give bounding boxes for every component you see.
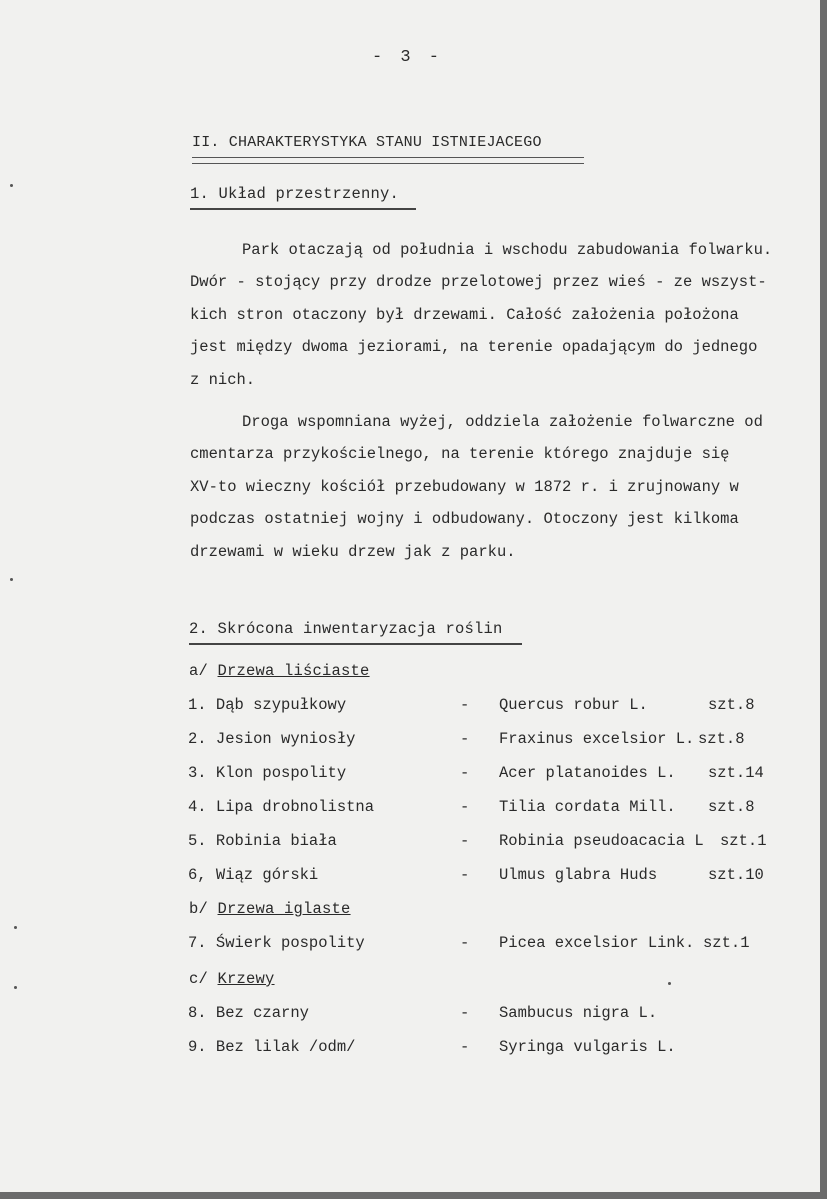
plant-name: 9. Bez lilak /odm/ — [188, 1038, 356, 1056]
scan-speck — [10, 578, 13, 581]
plant-name: 8. Bez czarny — [188, 1004, 309, 1022]
plant-name: 3. Klon pospolity — [188, 764, 347, 782]
section2-title: 2. Skrócona inwentaryzacja roślin — [189, 620, 503, 638]
plant-name: 4. Lipa drobnolistna — [188, 798, 375, 816]
section1-paragraph1 — [190, 234, 812, 396]
table-row — [188, 696, 788, 716]
paragraph-line: z nich. — [190, 370, 256, 389]
group-label: Drzewa liściaste — [217, 662, 370, 680]
section2-underline — [189, 643, 522, 645]
plant-count: szt.1 — [703, 934, 750, 952]
paragraph-line: XV-to wieczny kościół przebudowany w 1872 r. i zrujnowany w — [190, 477, 739, 496]
plant-latin: Fraxinus excelsior L. — [499, 730, 695, 748]
paragraph-line: cmentarza przykościelnego, na terenie którego znajduje się — [190, 445, 730, 464]
plant-latin: Syringa vulgaris L. — [499, 1038, 676, 1056]
plant-latin: Picea excelsior Link. — [499, 934, 695, 952]
group-prefix: a/ — [189, 662, 209, 680]
group-prefix: b/ — [189, 900, 209, 918]
row-dash: - — [460, 696, 470, 714]
plant-latin: Tilia cordata Mill. — [499, 798, 676, 816]
row-dash: - — [460, 866, 470, 884]
scan-speck — [14, 926, 17, 929]
table-row — [188, 1038, 788, 1058]
paragraph-line: Park otaczają od południa i wschodu zabudowania folwarku. — [242, 241, 773, 259]
row-dash: - — [460, 798, 470, 816]
plant-latin: Robinia pseudoacacia L — [499, 832, 704, 850]
row-dash: - — [460, 934, 470, 952]
row-dash: - — [460, 832, 470, 850]
plant-count: szt.8 — [708, 696, 755, 714]
group-heading-a — [189, 662, 370, 680]
plant-count: szt.1 — [720, 832, 767, 850]
group-label: Drzewa iglaste — [217, 900, 351, 918]
group-label: Krzewy — [217, 970, 275, 988]
scan-speck — [14, 986, 17, 989]
paragraph-line: podczas ostatniej wojny i odbudowany. Otoczony jest kilkoma — [190, 510, 739, 529]
table-row — [188, 934, 788, 954]
plant-latin: Acer platanoides L. — [499, 764, 676, 782]
chapter-heading: II. CHARAKTERYSTYKA STANU ISTNIEJACEGO — [192, 134, 542, 151]
plant-name: 5. Robinia biała — [188, 832, 337, 850]
paragraph-line: Dwór - stojący przy drodze przelotowej przez wieś - ze wszyst- — [190, 273, 767, 292]
row-dash: - — [460, 1004, 470, 1022]
plant-count: szt.8 — [708, 798, 755, 816]
scan-speck — [10, 184, 13, 187]
section1-title: 1. Układ przestrzenny. — [190, 185, 400, 203]
plant-count: szt.8 — [698, 730, 745, 748]
paragraph-line: Droga wspomniana wyżej, oddziela założenie folwarczne od — [242, 413, 763, 431]
row-dash: - — [460, 764, 470, 782]
table-row — [188, 764, 788, 784]
heading-double-underline — [192, 157, 584, 164]
paragraph-line: jest między dwoma jeziorami, na terenie opadającym do jednego — [190, 338, 758, 357]
row-dash: - — [460, 1038, 470, 1056]
paragraph-line: drzewami w wieku drzew jak z parku. — [190, 542, 516, 561]
table-row — [188, 1004, 788, 1024]
section1-underline — [190, 208, 416, 210]
table-row — [188, 730, 788, 750]
plant-name: 1. Dąb szypułkowy — [188, 696, 347, 714]
table-row — [188, 798, 788, 818]
scan-speck — [668, 982, 671, 985]
plant-name: 6, Wiąz górski — [188, 866, 319, 884]
row-dash: - — [460, 730, 470, 748]
section1-paragraph2 — [190, 406, 812, 568]
plant-name: 2. Jesion wyniosły — [188, 730, 356, 748]
page-number: - 3 - — [372, 48, 444, 67]
group-heading-b — [189, 900, 351, 918]
plant-count: szt.14 — [708, 764, 764, 782]
group-heading-c — [189, 970, 275, 988]
plant-latin: Quercus robur L. — [499, 696, 648, 714]
group-prefix: c/ — [189, 970, 209, 988]
plant-latin: Ulmus glabra Huds — [499, 866, 658, 884]
plant-latin: Sambucus nigra L. — [499, 1004, 658, 1022]
table-row — [188, 832, 788, 852]
plant-count: szt.10 — [708, 866, 764, 884]
paragraph-line: kich stron otaczony był drzewami. Całość założenia położona — [190, 305, 739, 324]
plant-name: 7. Świerk pospolity — [188, 934, 365, 952]
table-row — [188, 866, 788, 886]
